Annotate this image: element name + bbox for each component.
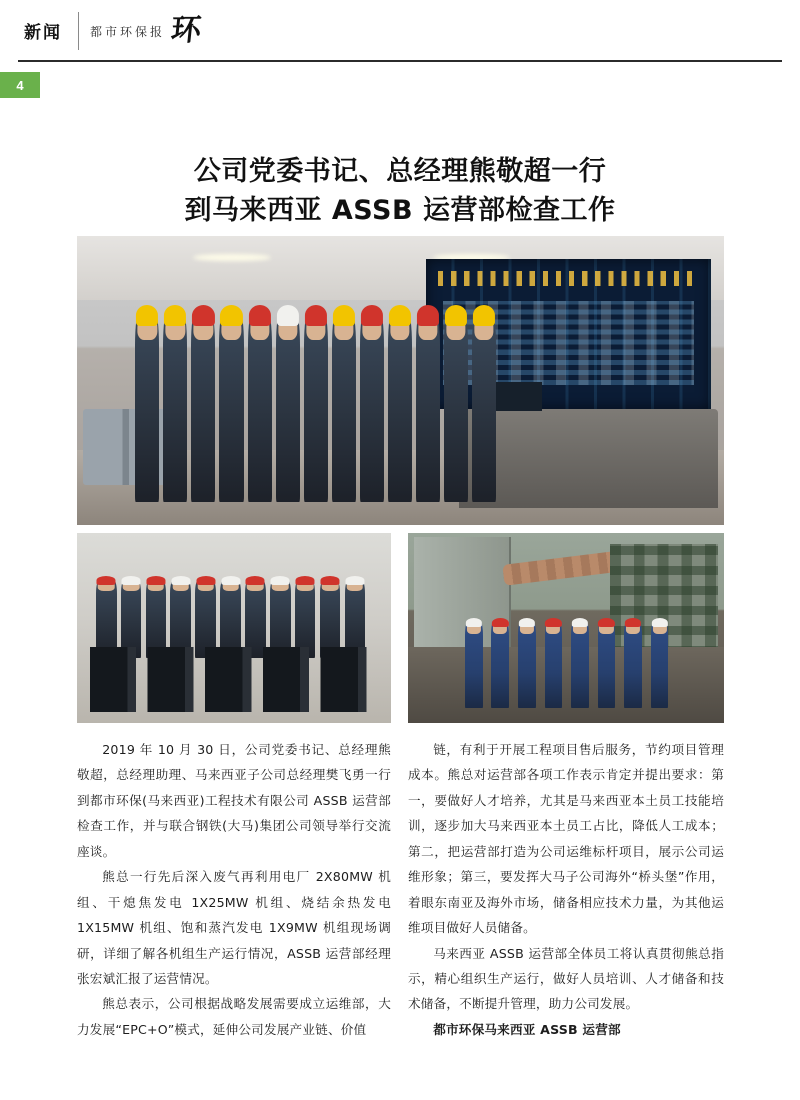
paragraph: 2019 年 10 月 30 日，公司党委书记、总经理熊敬超，总经理助理、马来西亚子公司总经理樊飞勇一行到都市环保(马来西亚)工程技术有限公司 ASSB 运营部检查工作，并与联合钢铁(大马)集团公司领导举行交流座谈。 xyxy=(77,742,391,859)
photo-person xyxy=(219,311,243,502)
photo-plant-site-walk xyxy=(408,533,724,723)
photo-person xyxy=(248,311,272,502)
photo-people-group xyxy=(135,311,536,502)
photo-person xyxy=(651,620,669,707)
masthead-chinese-name: 都市环保报 xyxy=(90,24,166,39)
photo-person xyxy=(465,620,483,707)
section-label: 新闻 xyxy=(24,23,62,42)
photo-person xyxy=(545,620,563,707)
article-signature: 都市环保马来西亚 ASSB 运营部 xyxy=(433,1021,621,1037)
masthead xyxy=(90,13,203,48)
photo-person xyxy=(416,311,440,502)
article-body-right-column xyxy=(408,737,724,1042)
photo-person xyxy=(135,311,159,502)
header-divider xyxy=(78,12,79,50)
photo-person xyxy=(276,311,300,502)
article-body-left-column xyxy=(77,737,391,1042)
photo-person xyxy=(624,620,642,707)
photo-person xyxy=(518,620,536,707)
photo-scene-office xyxy=(77,533,391,723)
header-rule xyxy=(18,60,782,62)
photo-person xyxy=(304,311,328,502)
photo-person xyxy=(598,620,616,707)
article-title-line-2: 到马来西亚 ASSB 运营部检查工作 xyxy=(184,195,616,227)
paragraph: 熊总表示，公司根据战略发展需要成立运维部，大力发展“EPC+O”模式，延伸公司发展产业链、价值 xyxy=(77,996,391,1037)
group-photo-control-room xyxy=(77,236,724,525)
photo-person xyxy=(388,311,412,502)
paragraph: 链，有利于开展工程项目售后服务，节约项目管理成本。熊总对运营部各项工作表示肯定并提出要求：第一，要做好人才培养，尤其是马来西亚本土员工技能培训，逐步加大马来西亚本土员工占比，降低人工成本；第二，把运营部打造为公司运维标杆项目，展示公司运维形象；第三，要发挥大马子公司海外“桥头堡”作用，着眼东南亚及海外市场，储备相应技术力量，为其他运维项目做好人员储备。 xyxy=(408,742,724,936)
photo-person xyxy=(491,620,509,707)
photo-people-group xyxy=(465,620,686,707)
page-number-badge: 4 xyxy=(0,72,40,98)
photo-office-inspection xyxy=(77,533,391,723)
photo-person xyxy=(360,311,384,502)
photo-person xyxy=(191,311,215,502)
photo-person xyxy=(444,311,468,502)
article-title-line-1: 公司党委书记、总经理熊敬超一行 xyxy=(193,156,607,187)
masthead-logo-mark: 环 xyxy=(169,13,203,48)
photo-person xyxy=(332,311,356,502)
paragraph: 熊总一行先后深入废气再利用电厂 2X80MW 机组、干熄焦发电 1X25MW 机组、烧结余热发电 1X15MW 机组、饱和蒸汽发电 1X9MW 机组现场调研，详细了解各机组生产运行情况，ASSB 运营部经理张宏斌汇报了运营情况。 xyxy=(77,869,391,986)
photo-person xyxy=(163,311,187,502)
photo-scene-control-room xyxy=(77,236,724,525)
paragraph: 马来西亚 ASSB 运营部全体员工将认真贯彻熊总指示，精心组织生产运行，做好人员培训、人才储备和技术储备，不断提升管理，助力公司发展。 xyxy=(408,945,724,1012)
page-title xyxy=(60,152,740,230)
photo-scene-plant xyxy=(408,533,724,723)
photo-monitor-row xyxy=(90,647,379,712)
photo-person xyxy=(472,311,496,502)
photo-person xyxy=(571,620,589,707)
page-header xyxy=(0,0,800,64)
